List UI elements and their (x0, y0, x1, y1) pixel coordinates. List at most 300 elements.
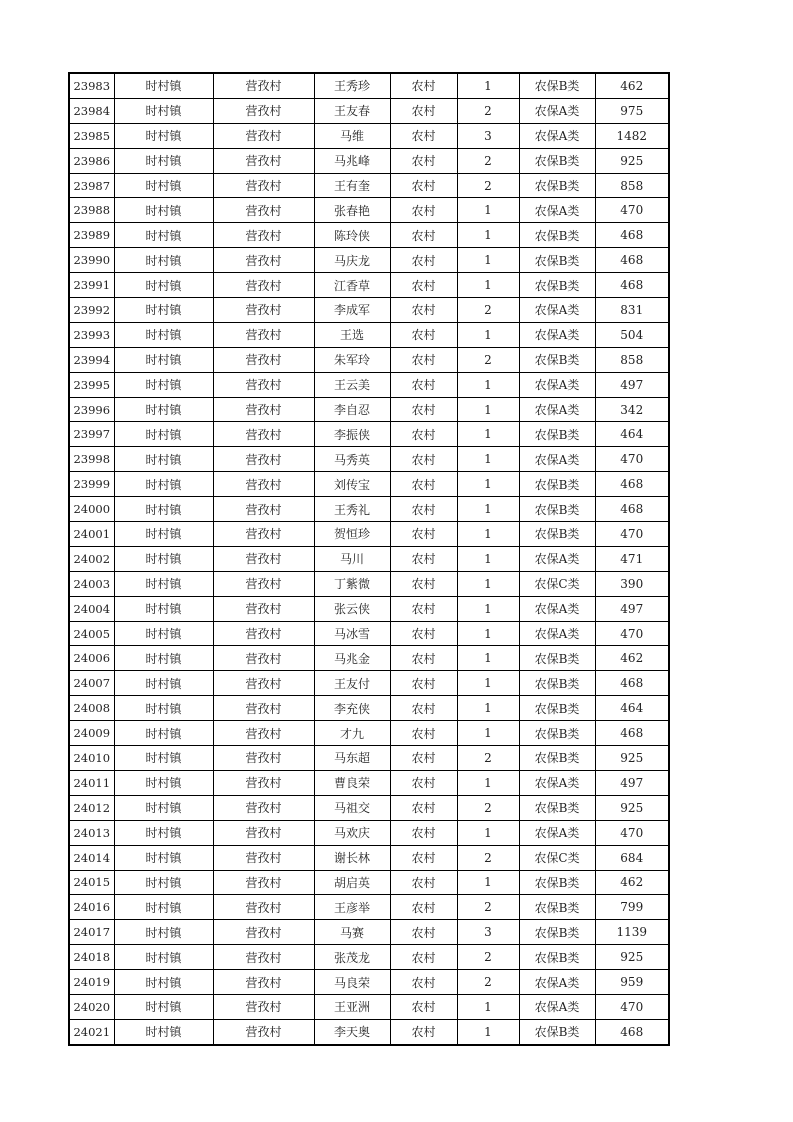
town-cell: 时村镇 (114, 223, 213, 248)
table-row (69, 945, 669, 970)
household-type-cell: 农村 (390, 248, 457, 273)
person-count-cell: 1 (457, 546, 519, 571)
name-cell: 马赛 (314, 920, 390, 945)
person-count-cell: 2 (457, 298, 519, 323)
insurance-category-cell: 农保B类 (519, 646, 595, 671)
insurance-category-cell: 农保B类 (519, 497, 595, 522)
person-count-cell: 1 (457, 671, 519, 696)
insurance-category-cell: 农保A类 (519, 546, 595, 571)
table-row (69, 273, 669, 298)
village-cell: 营孜村 (213, 795, 314, 820)
insurance-category-cell: 农保B类 (519, 273, 595, 298)
household-type-cell: 农村 (390, 223, 457, 248)
household-type-cell: 农村 (390, 895, 457, 920)
table-row (69, 148, 669, 173)
table-row (69, 1019, 669, 1044)
amount-cell: 471 (595, 546, 669, 571)
village-cell: 营孜村 (213, 522, 314, 547)
person-count-cell: 2 (457, 173, 519, 198)
village-cell: 营孜村 (213, 372, 314, 397)
person-count-cell: 1 (457, 571, 519, 596)
table-row (69, 870, 669, 895)
record-id-cell: 23997 (69, 422, 114, 447)
village-cell: 营孜村 (213, 223, 314, 248)
village-cell: 营孜村 (213, 994, 314, 1019)
village-cell: 营孜村 (213, 98, 314, 123)
name-cell: 江香草 (314, 273, 390, 298)
town-cell: 时村镇 (114, 148, 213, 173)
record-id-cell: 23999 (69, 472, 114, 497)
village-cell: 营孜村 (213, 472, 314, 497)
village-cell: 营孜村 (213, 447, 314, 472)
amount-cell: 464 (595, 696, 669, 721)
person-count-cell: 1 (457, 223, 519, 248)
household-type-cell: 农村 (390, 671, 457, 696)
record-id-cell: 23984 (69, 98, 114, 123)
name-cell: 王秀礼 (314, 497, 390, 522)
insurance-category-cell: 农保A类 (519, 994, 595, 1019)
village-cell: 营孜村 (213, 248, 314, 273)
amount-cell: 858 (595, 347, 669, 372)
name-cell: 刘传宝 (314, 472, 390, 497)
village-cell: 营孜村 (213, 770, 314, 795)
amount-cell: 925 (595, 746, 669, 771)
table-row (69, 98, 669, 123)
name-cell: 马祖交 (314, 795, 390, 820)
table-row (69, 596, 669, 621)
record-id-cell: 24004 (69, 596, 114, 621)
table-row (69, 322, 669, 347)
record-id-cell: 23994 (69, 347, 114, 372)
table-row (69, 472, 669, 497)
person-count-cell: 1 (457, 447, 519, 472)
person-count-cell: 2 (457, 148, 519, 173)
village-cell: 营孜村 (213, 198, 314, 223)
insurance-category-cell: 农保B类 (519, 671, 595, 696)
table-row (69, 795, 669, 820)
name-cell: 王云美 (314, 372, 390, 397)
household-type-cell: 农村 (390, 770, 457, 795)
town-cell: 时村镇 (114, 895, 213, 920)
town-cell: 时村镇 (114, 870, 213, 895)
household-type-cell: 农村 (390, 596, 457, 621)
person-count-cell: 1 (457, 770, 519, 795)
village-cell: 营孜村 (213, 298, 314, 323)
household-type-cell: 农村 (390, 945, 457, 970)
household-type-cell: 农村 (390, 422, 457, 447)
record-id-cell: 24018 (69, 945, 114, 970)
record-id-cell: 24006 (69, 646, 114, 671)
person-count-cell: 1 (457, 721, 519, 746)
table-row (69, 298, 669, 323)
table-row (69, 73, 669, 98)
table-row (69, 447, 669, 472)
household-type-cell: 农村 (390, 123, 457, 148)
insurance-category-cell: 农保A类 (519, 322, 595, 347)
household-type-cell: 农村 (390, 721, 457, 746)
insurance-category-cell: 农保B类 (519, 223, 595, 248)
household-type-cell: 农村 (390, 497, 457, 522)
table-row (69, 497, 669, 522)
household-type-cell: 农村 (390, 746, 457, 771)
insurance-category-cell: 农保A类 (519, 970, 595, 995)
amount-cell: 470 (595, 994, 669, 1019)
record-id-cell: 24010 (69, 746, 114, 771)
household-type-cell: 农村 (390, 994, 457, 1019)
table-row (69, 820, 669, 845)
town-cell: 时村镇 (114, 173, 213, 198)
household-type-cell: 农村 (390, 820, 457, 845)
person-count-cell: 2 (457, 795, 519, 820)
town-cell: 时村镇 (114, 621, 213, 646)
household-type-cell: 农村 (390, 546, 457, 571)
insurance-category-cell: 农保B类 (519, 422, 595, 447)
household-type-cell: 农村 (390, 148, 457, 173)
name-cell: 才九 (314, 721, 390, 746)
name-cell: 李自忍 (314, 397, 390, 422)
amount-cell: 831 (595, 298, 669, 323)
household-type-cell: 农村 (390, 447, 457, 472)
person-count-cell: 1 (457, 198, 519, 223)
amount-cell: 462 (595, 646, 669, 671)
name-cell: 李成军 (314, 298, 390, 323)
amount-cell: 858 (595, 173, 669, 198)
town-cell: 时村镇 (114, 322, 213, 347)
amount-cell: 468 (595, 248, 669, 273)
table-row (69, 123, 669, 148)
person-count-cell: 2 (457, 970, 519, 995)
village-cell: 营孜村 (213, 621, 314, 646)
town-cell: 时村镇 (114, 422, 213, 447)
person-count-cell: 3 (457, 920, 519, 945)
insurance-category-cell: 农保A类 (519, 397, 595, 422)
person-count-cell: 1 (457, 322, 519, 347)
table-row (69, 671, 669, 696)
town-cell: 时村镇 (114, 397, 213, 422)
table-row (69, 994, 669, 1019)
household-type-cell: 农村 (390, 73, 457, 98)
name-cell: 马兆金 (314, 646, 390, 671)
name-cell: 张云侠 (314, 596, 390, 621)
table-row (69, 223, 669, 248)
insurance-category-cell: 农保B类 (519, 895, 595, 920)
record-id-cell: 24005 (69, 621, 114, 646)
record-id-cell: 24021 (69, 1019, 114, 1044)
table-row (69, 546, 669, 571)
name-cell: 马秀英 (314, 447, 390, 472)
insurance-category-cell: 农保C类 (519, 571, 595, 596)
amount-cell: 470 (595, 522, 669, 547)
town-cell: 时村镇 (114, 994, 213, 1019)
record-id-cell: 23998 (69, 447, 114, 472)
amount-cell: 925 (595, 945, 669, 970)
name-cell: 马川 (314, 546, 390, 571)
person-count-cell: 1 (457, 870, 519, 895)
household-type-cell: 农村 (390, 621, 457, 646)
person-count-cell: 1 (457, 522, 519, 547)
insurance-category-cell: 农保B类 (519, 795, 595, 820)
amount-cell: 462 (595, 870, 669, 895)
village-cell: 营孜村 (213, 571, 314, 596)
name-cell: 马庆龙 (314, 248, 390, 273)
village-cell: 营孜村 (213, 696, 314, 721)
name-cell: 朱军玲 (314, 347, 390, 372)
person-count-cell: 1 (457, 994, 519, 1019)
record-id-cell: 23995 (69, 372, 114, 397)
insurance-category-cell: 农保A类 (519, 770, 595, 795)
amount-cell: 468 (595, 497, 669, 522)
record-id-cell: 24013 (69, 820, 114, 845)
table-row (69, 173, 669, 198)
person-count-cell: 3 (457, 123, 519, 148)
village-cell: 营孜村 (213, 73, 314, 98)
town-cell: 时村镇 (114, 845, 213, 870)
record-id-cell: 24008 (69, 696, 114, 721)
household-type-cell: 农村 (390, 322, 457, 347)
insurance-category-cell: 农保B类 (519, 73, 595, 98)
town-cell: 时村镇 (114, 721, 213, 746)
town-cell: 时村镇 (114, 123, 213, 148)
town-cell: 时村镇 (114, 1019, 213, 1044)
village-cell: 营孜村 (213, 671, 314, 696)
insurance-category-cell: 农保B类 (519, 945, 595, 970)
town-cell: 时村镇 (114, 596, 213, 621)
village-cell: 营孜村 (213, 347, 314, 372)
village-cell: 营孜村 (213, 870, 314, 895)
town-cell: 时村镇 (114, 248, 213, 273)
village-cell: 营孜村 (213, 820, 314, 845)
table-row (69, 571, 669, 596)
village-cell: 营孜村 (213, 322, 314, 347)
household-type-cell: 农村 (390, 646, 457, 671)
name-cell: 王秀珍 (314, 73, 390, 98)
town-cell: 时村镇 (114, 770, 213, 795)
record-id-cell: 23989 (69, 223, 114, 248)
insurance-category-cell: 农保B类 (519, 870, 595, 895)
person-count-cell: 1 (457, 472, 519, 497)
village-cell: 营孜村 (213, 895, 314, 920)
town-cell: 时村镇 (114, 372, 213, 397)
town-cell: 时村镇 (114, 646, 213, 671)
table-row (69, 920, 669, 945)
insurance-category-cell: 农保B类 (519, 721, 595, 746)
name-cell: 马东超 (314, 746, 390, 771)
record-id-cell: 23988 (69, 198, 114, 223)
village-cell: 营孜村 (213, 746, 314, 771)
person-count-cell: 2 (457, 746, 519, 771)
insurance-category-cell: 农保B类 (519, 472, 595, 497)
town-cell: 时村镇 (114, 795, 213, 820)
household-type-cell: 农村 (390, 845, 457, 870)
village-cell: 营孜村 (213, 945, 314, 970)
village-cell: 营孜村 (213, 646, 314, 671)
person-count-cell: 1 (457, 820, 519, 845)
insurance-category-cell: 农保A类 (519, 596, 595, 621)
town-cell: 时村镇 (114, 546, 213, 571)
town-cell: 时村镇 (114, 298, 213, 323)
insurance-category-cell: 农保B类 (519, 920, 595, 945)
village-cell: 营孜村 (213, 596, 314, 621)
record-id-cell: 24016 (69, 895, 114, 920)
amount-cell: 925 (595, 795, 669, 820)
table-row (69, 621, 669, 646)
amount-cell: 959 (595, 970, 669, 995)
amount-cell: 925 (595, 148, 669, 173)
household-type-cell: 农村 (390, 472, 457, 497)
amount-cell: 468 (595, 472, 669, 497)
town-cell: 时村镇 (114, 820, 213, 845)
village-cell: 营孜村 (213, 721, 314, 746)
amount-cell: 975 (595, 98, 669, 123)
table-row (69, 372, 669, 397)
town-cell: 时村镇 (114, 472, 213, 497)
amount-cell: 468 (595, 721, 669, 746)
record-id-cell: 24003 (69, 571, 114, 596)
person-count-cell: 2 (457, 98, 519, 123)
record-id-cell: 24012 (69, 795, 114, 820)
insurance-category-cell: 农保B类 (519, 173, 595, 198)
name-cell: 马兆峰 (314, 148, 390, 173)
person-count-cell: 1 (457, 273, 519, 298)
person-count-cell: 1 (457, 372, 519, 397)
record-id-cell: 23985 (69, 123, 114, 148)
household-type-cell: 农村 (390, 273, 457, 298)
table-row (69, 198, 669, 223)
insurance-category-cell: 农保B类 (519, 347, 595, 372)
amount-cell: 342 (595, 397, 669, 422)
insurance-category-cell: 农保B类 (519, 746, 595, 771)
insurance-category-cell: 农保A类 (519, 98, 595, 123)
name-cell: 曹良荣 (314, 770, 390, 795)
village-cell: 营孜村 (213, 173, 314, 198)
household-type-cell: 农村 (390, 173, 457, 198)
amount-cell: 497 (595, 596, 669, 621)
table-row (69, 895, 669, 920)
town-cell: 时村镇 (114, 920, 213, 945)
household-type-cell: 农村 (390, 970, 457, 995)
name-cell: 张茂龙 (314, 945, 390, 970)
insurance-category-cell: 农保B类 (519, 696, 595, 721)
village-cell: 营孜村 (213, 920, 314, 945)
name-cell: 陈玲侠 (314, 223, 390, 248)
record-id-cell: 24019 (69, 970, 114, 995)
person-count-cell: 1 (457, 596, 519, 621)
insurance-category-cell: 农保A类 (519, 123, 595, 148)
record-id-cell: 23991 (69, 273, 114, 298)
name-cell: 贺恒珍 (314, 522, 390, 547)
insurance-category-cell: 农保A类 (519, 372, 595, 397)
household-type-cell: 农村 (390, 98, 457, 123)
town-cell: 时村镇 (114, 970, 213, 995)
person-count-cell: 1 (457, 248, 519, 273)
name-cell: 王彦举 (314, 895, 390, 920)
amount-cell: 470 (595, 447, 669, 472)
amount-cell: 470 (595, 820, 669, 845)
record-id-cell: 23987 (69, 173, 114, 198)
household-type-cell: 农村 (390, 920, 457, 945)
table-row (69, 970, 669, 995)
name-cell: 张春艳 (314, 198, 390, 223)
data-table (68, 72, 670, 1046)
town-cell: 时村镇 (114, 273, 213, 298)
name-cell: 马维 (314, 123, 390, 148)
amount-cell: 684 (595, 845, 669, 870)
village-cell: 营孜村 (213, 497, 314, 522)
village-cell: 营孜村 (213, 546, 314, 571)
table-row (69, 746, 669, 771)
record-id-cell: 23983 (69, 73, 114, 98)
household-type-cell: 农村 (390, 870, 457, 895)
name-cell: 马良荣 (314, 970, 390, 995)
insurance-category-cell: 农保A类 (519, 621, 595, 646)
insurance-category-cell: 农保A类 (519, 447, 595, 472)
table-row (69, 696, 669, 721)
town-cell: 时村镇 (114, 945, 213, 970)
table-row (69, 347, 669, 372)
record-id-cell: 24011 (69, 770, 114, 795)
insurance-category-cell: 农保B类 (519, 522, 595, 547)
household-type-cell: 农村 (390, 298, 457, 323)
name-cell: 马冰雪 (314, 621, 390, 646)
amount-cell: 468 (595, 223, 669, 248)
amount-cell: 504 (595, 322, 669, 347)
name-cell: 王有奎 (314, 173, 390, 198)
village-cell: 营孜村 (213, 397, 314, 422)
village-cell: 营孜村 (213, 148, 314, 173)
record-id-cell: 24002 (69, 546, 114, 571)
record-id-cell: 24000 (69, 497, 114, 522)
table-row (69, 522, 669, 547)
household-type-cell: 农村 (390, 347, 457, 372)
household-type-cell: 农村 (390, 571, 457, 596)
name-cell: 胡启英 (314, 870, 390, 895)
amount-cell: 497 (595, 770, 669, 795)
person-count-cell: 1 (457, 696, 519, 721)
amount-cell: 1482 (595, 123, 669, 148)
insurance-category-cell: 农保B类 (519, 248, 595, 273)
village-cell: 营孜村 (213, 123, 314, 148)
amount-cell: 1139 (595, 920, 669, 945)
record-id-cell: 23986 (69, 148, 114, 173)
name-cell: 王友春 (314, 98, 390, 123)
town-cell: 时村镇 (114, 98, 213, 123)
amount-cell: 464 (595, 422, 669, 447)
amount-cell: 468 (595, 1019, 669, 1044)
table-row (69, 422, 669, 447)
town-cell: 时村镇 (114, 198, 213, 223)
record-id-cell: 23993 (69, 322, 114, 347)
record-id-cell: 24001 (69, 522, 114, 547)
town-cell: 时村镇 (114, 73, 213, 98)
person-count-cell: 2 (457, 895, 519, 920)
town-cell: 时村镇 (114, 347, 213, 372)
person-count-cell: 1 (457, 422, 519, 447)
person-count-cell: 2 (457, 347, 519, 372)
name-cell: 李天奥 (314, 1019, 390, 1044)
town-cell: 时村镇 (114, 746, 213, 771)
record-id-cell: 23990 (69, 248, 114, 273)
amount-cell: 497 (595, 372, 669, 397)
table-row (69, 248, 669, 273)
household-type-cell: 农村 (390, 795, 457, 820)
person-count-cell: 1 (457, 646, 519, 671)
household-type-cell: 农村 (390, 372, 457, 397)
record-id-cell: 23996 (69, 397, 114, 422)
name-cell: 王亚洲 (314, 994, 390, 1019)
person-count-cell: 2 (457, 945, 519, 970)
amount-cell: 462 (595, 73, 669, 98)
name-cell: 李充侠 (314, 696, 390, 721)
